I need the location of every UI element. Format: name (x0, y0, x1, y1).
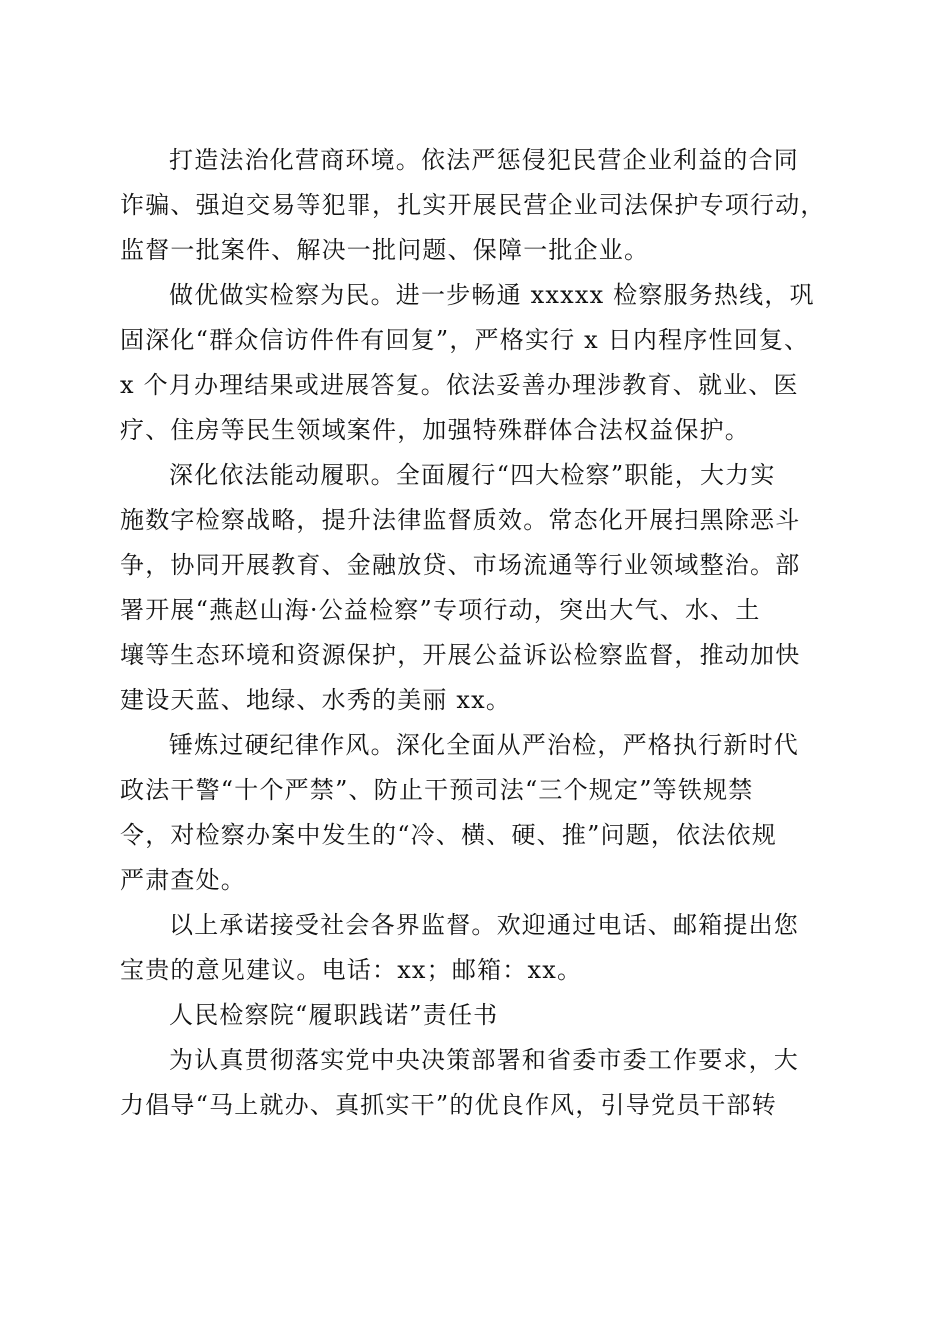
paragraph-supervision-line-1: 以上承诺接受社会各界监督。欢迎通过电话、邮箱提出您 (169, 911, 799, 939)
paragraph-serve-people-line-3: x 个月办理结果或进展答复。依法妥善办理涉教育、就业、医 (120, 371, 799, 399)
paragraph-active-duty-line-1: 深化依法能动履职。全面履行“四大检察”职能，大力实 (169, 461, 776, 489)
paragraph-active-duty-line-5: 壤等生态环境和资源保护，开展公益诉讼检察监督，推动加快 (120, 641, 801, 669)
paragraph-active-duty-line-2: 施数字检察战略，提升法律监督质效。常态化开展扫黑除恶斗 (120, 506, 801, 534)
paragraph-active-duty-line-6: 建设天蓝、地绿、水秀的美丽 xx。 (120, 686, 512, 714)
document-body (120, 138, 840, 1128)
paragraph-supervision-line-2: 宝贵的意见建议。电话：xx；邮箱：xx。 (120, 956, 583, 984)
paragraph-discipline-line-1: 锤炼过硬纪律作风。深化全面从严治检，严格执行新时代 (169, 731, 799, 759)
paragraph-business-environment-line-3: 监督一批案件、解决一批问题、保障一批企业。 (120, 236, 650, 264)
paragraph-business-environment-line-2: 诈骗、强迫交易等犯罪，扎实开展民营企业司法保护专项行动， (120, 191, 826, 219)
paragraph-implementation-line-2: 力倡导“马上就办、真抓实干”的优良作风，引导党员干部转 (120, 1091, 777, 1119)
paragraph-discipline-line-4: 严肃查处。 (120, 866, 246, 894)
paragraph-serve-people-line-1: 做优做实检察为民。进一步畅通 xxxxx 检察服务热线，巩 (169, 281, 815, 309)
paragraph-serve-people-line-2: 固深化“群众信访件件有回复”，严格实行 x 日内程序性回复、 (120, 326, 810, 354)
paragraph-serve-people-line-4: 疗、住房等民生领域案件，加强特殊群体合法权益保护。 (120, 416, 750, 444)
paragraph-business-environment-line-1: 打造法治化营商环境。依法严惩侵犯民营企业利益的合同 (169, 146, 799, 174)
paragraph-discipline-line-2: 政法干警“十个严禁”、防止干预司法“三个规定”等铁规禁 (120, 776, 754, 804)
paragraph-discipline-line-3: 令，对检察办案中发生的“冷、横、硬、推”问题，依法依规 (120, 821, 777, 849)
paragraph-active-duty-line-3: 争，协同开展教育、金融放贷、市场流通等行业领域整治。部 (120, 551, 801, 579)
responsibility-letter-title: 人民检察院“履职践诺”责任书 (169, 1001, 499, 1029)
paragraph-implementation-line-1: 为认真贯彻落实党中央决策部署和省委市委工作要求，大 (169, 1046, 799, 1074)
paragraph-active-duty-line-4: 署开展“燕赵山海·公益检察”专项行动，突出大气、水、土 (120, 596, 761, 624)
